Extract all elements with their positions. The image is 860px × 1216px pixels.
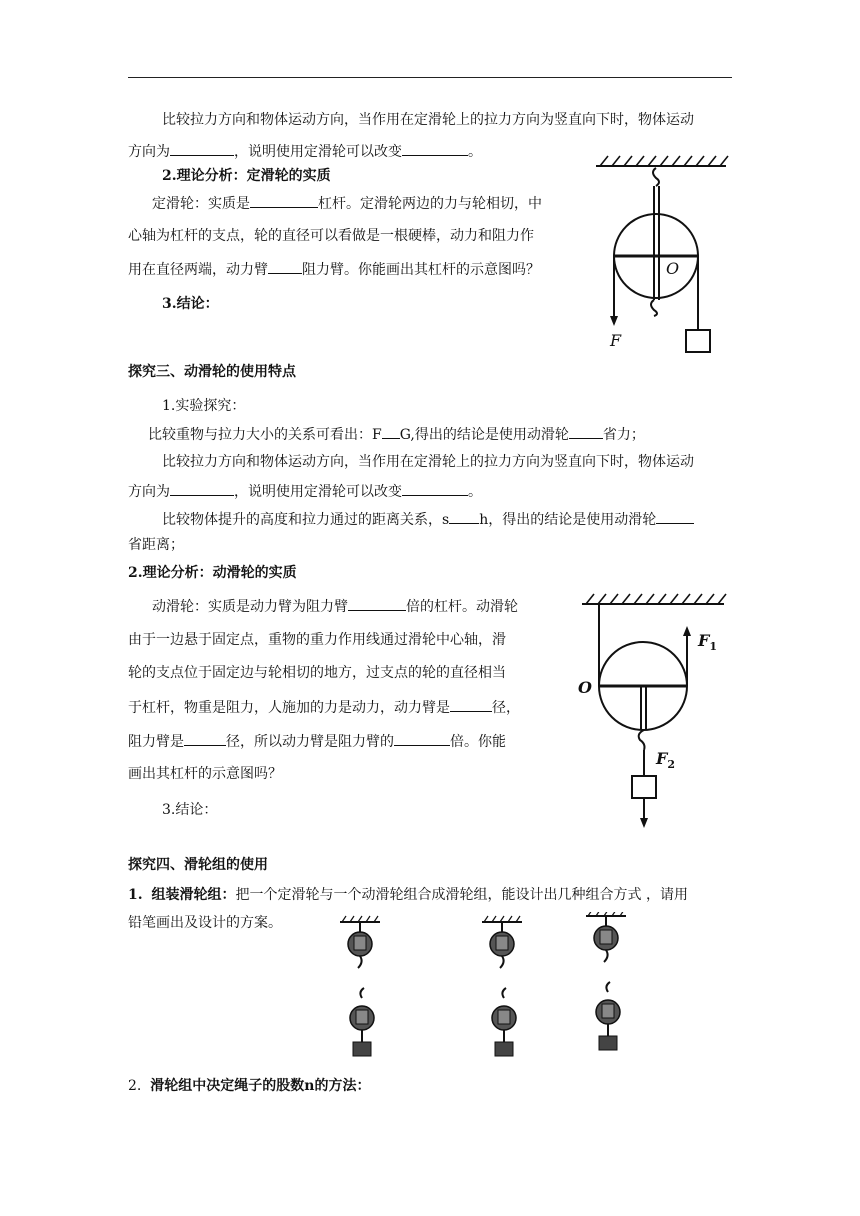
answer-blank[interactable]: [656, 509, 694, 524]
force-comparison-line: 比较重物与拉力大小的关系可看出：F G,得出的结论是使用动滑轮 省力；: [148, 424, 645, 445]
distance-comparison-line2: 省距离；: [128, 537, 184, 553]
answer-blank[interactable]: [170, 141, 234, 156]
direction-comparison-line: 比较拉力方向和物体运动方向，当作用在定滑轮上的拉力方向为竖直向下时，物体运动: [162, 454, 694, 470]
rope-count-item: 2. 滑轮组中决定绳子的股数n的方法：: [128, 1078, 371, 1094]
fixed-pulley-diagram: [590, 150, 732, 362]
answer-blank[interactable]: [170, 481, 234, 496]
distance-comparison-line: 比较物体提升的高度和拉力通过的距离关系，s h，得出的结论是使用动滑轮: [162, 509, 694, 530]
movable-essence-line6: 画出其杠杆的示意图吗？: [128, 766, 282, 782]
fixed-pulley-direction-line: 比较拉力方向和物体运动方向，当作用在定滑轮上的拉力方向为竖直向下时，物体运动: [162, 112, 694, 128]
answer-blank[interactable]: [402, 141, 468, 156]
answer-blank[interactable]: [250, 193, 318, 208]
movable-essence-line4: 于杠杆，物重是阻力，人施加的力是动力，动力臂是 径，: [128, 697, 520, 718]
header-rule: [128, 77, 732, 78]
answer-blank[interactable]: [348, 596, 406, 611]
pivot-label: O: [578, 678, 592, 697]
force-label: F: [610, 331, 622, 350]
answer-blank[interactable]: [382, 424, 400, 439]
heading-movable-pulley-essence: 2.理论分析：动滑轮的实质: [128, 565, 297, 581]
section-title-movable-pulley: 探究三、动滑轮的使用特点: [128, 364, 296, 380]
force-arrow-down: [640, 818, 648, 828]
fixed-pulley-essence-line3: 用在直径两端，动力臂 阻力臂。你能画出其杠杆的示意图吗？: [128, 259, 540, 280]
assemble-pulley-item: 1. 组装滑轮组：把一个定滑轮与一个动滑轮组合成滑轮组，能设计出几种组合方式 ，请用: [128, 887, 688, 903]
pivot-label: O: [666, 259, 680, 278]
movable-essence-line2: 由于一边悬于固定点，重物的重力作用线通过滑轮中心轴，滑: [128, 632, 506, 648]
answer-blank[interactable]: [394, 731, 450, 746]
movable-essence-line1: 动滑轮：实质是动力臂为阻力臂 倍的杠杆。动滑轮: [152, 596, 518, 617]
direction-comparison-line2: 方向为 ，说明使用定滑轮可以改变 。: [128, 481, 482, 502]
answer-blank[interactable]: [402, 481, 468, 496]
movable-essence-line3: 轮的支点位于固定边与轮相切的地方，过支点的轮的直径相当: [128, 665, 506, 681]
section-title-pulley-block: 探究四、滑轮组的使用: [128, 857, 268, 873]
heading-fixed-pulley-essence: 2.理论分析：定滑轮的实质: [162, 168, 331, 184]
force-label-f2: $F_2$: [656, 749, 676, 771]
force-label-f1: $F_1$: [698, 631, 718, 653]
answer-blank[interactable]: [184, 731, 226, 746]
heading-conclusion-1: 3.结论：: [162, 296, 219, 312]
movable-pulley-diagram: [572, 590, 734, 830]
force-arrow: [610, 316, 618, 326]
answer-blank[interactable]: [268, 259, 302, 274]
force-arrow-up: [683, 626, 691, 636]
answer-blank[interactable]: [449, 509, 479, 524]
answer-blank[interactable]: [569, 424, 603, 439]
heading-conclusion-2: 3.结论：: [162, 802, 218, 818]
fixed-pulley-essence-line1: 定滑轮：实质是 杠杆。定滑轮两边的力与轮相切，中: [152, 193, 542, 214]
assemble-pulley-item-line2: 铅笔画出及设计的方案。: [128, 915, 282, 931]
fixed-pulley-essence-line2: 心轴为杠杆的支点，轮的直径可以看做是一根硬棒，动力和阻力作: [128, 228, 534, 244]
movable-essence-line5: 阻力臂是 径，所以动力臂是阻力臂的 倍。你能: [128, 731, 506, 752]
experiment-heading: 1.实验探究：: [162, 398, 246, 414]
fixed-pulley-direction-line2: 方向为 ，说明使用定滑轮可以改变 。: [128, 141, 482, 162]
answer-blank[interactable]: [450, 697, 492, 712]
pulley-combination-drawings: [330, 912, 630, 1062]
